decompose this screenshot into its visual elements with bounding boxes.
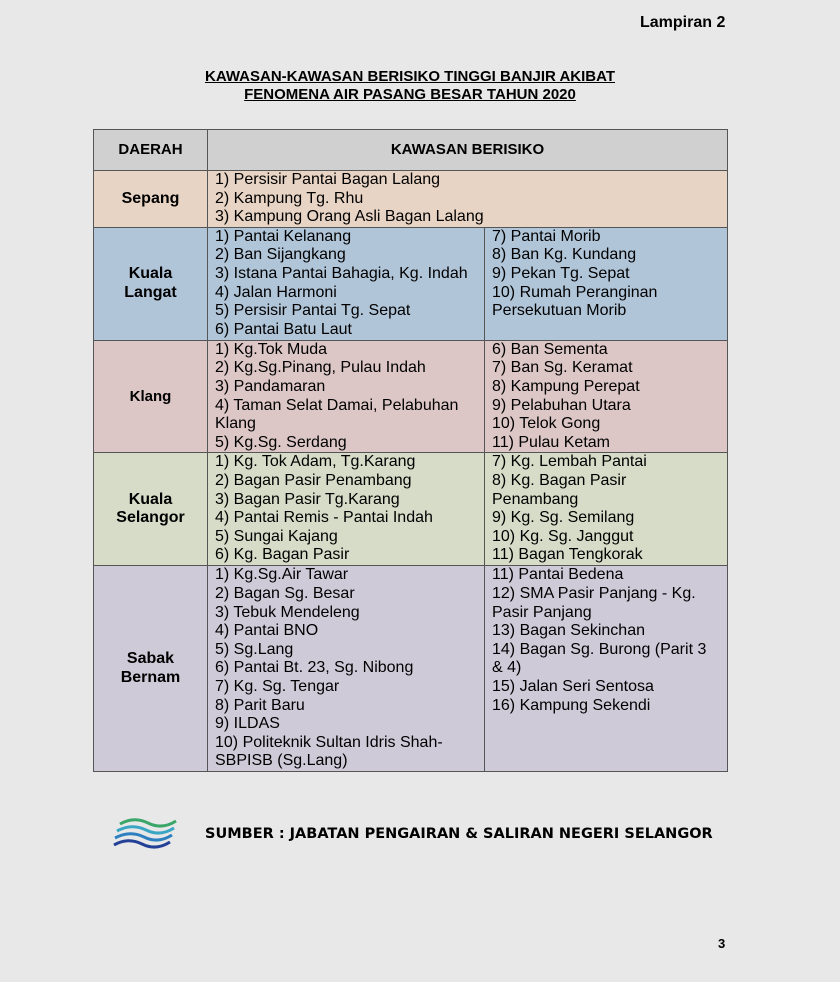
list-item: 11) Pantai Bedena: [492, 566, 624, 584]
daerah-name: Sabak: [126, 650, 175, 668]
daerah-cell: [94, 566, 208, 772]
list-item: 4) Pantai Remis - Pantai Indah: [215, 509, 433, 527]
table-row: [94, 566, 728, 772]
list-item: 3) Kampung Orang Asli Bagan Lalang: [215, 208, 484, 226]
list-item: 8) Parit Baru: [215, 696, 305, 714]
page-number: 3: [718, 936, 726, 951]
list-item: 4) Pantai BNO: [215, 622, 319, 640]
daerah-name: Sepang: [121, 189, 180, 207]
list-item: 9) Pelabuhan Utara: [492, 396, 631, 414]
list-item: 1) Kg.Tok Muda: [215, 340, 328, 358]
list-item: 8) Kampung Perepat: [492, 377, 640, 395]
list-item: 6) Pantai Batu Laut: [215, 320, 352, 338]
kawasan-cell-left: [208, 340, 485, 453]
header-kawasan: KAWASAN BERISIKO: [208, 130, 728, 171]
list-item: Klang: [215, 415, 256, 433]
list-item: 13) Bagan Sekinchan: [492, 622, 645, 640]
kawasan-cell-right: [485, 227, 728, 340]
list-item: 4) Taman Selat Damai, Pelabuhan: [215, 396, 459, 414]
daerah-cell: [94, 340, 208, 453]
table-row: [94, 227, 728, 340]
list-item: 9) ILDAS: [215, 715, 280, 733]
list-item: 16) Kampung Sekendi: [492, 696, 651, 714]
daerah-name: Kuala: [128, 265, 173, 283]
list-item: 7) Pantai Morib: [492, 227, 601, 245]
document-title: [0, 68, 820, 104]
list-item: 1) Kg. Tok Adam, Tg.Karang: [215, 453, 416, 471]
table-row: [94, 453, 728, 566]
list-item: 4) Jalan Harmoni: [215, 283, 337, 301]
list-item: 10) Rumah Peranginan: [492, 283, 658, 301]
list-item: 11) Bagan Tengkorak: [492, 546, 643, 564]
list-item: 6) Kg. Bagan Pasir: [215, 546, 350, 564]
source-credit: SUMBER : JABATAN PENGAIRAN & SALIRAN NEGERI SELANGOR: [205, 826, 713, 842]
daerah-cell: [94, 227, 208, 340]
list-item: 5) Kg.Sg. Serdang: [215, 433, 347, 451]
table-row: [94, 340, 728, 453]
daerah-name: Selangor: [116, 509, 185, 527]
daerah-name: Bernam: [120, 668, 181, 686]
list-item: 1) Pantai Kelanang: [215, 227, 352, 245]
kawasan-cell-left: [208, 566, 485, 772]
list-item: 15) Jalan Seri Sentosa: [492, 677, 654, 695]
kawasan-cell-left: [208, 227, 485, 340]
list-item: 6) Ban Sementa: [492, 340, 608, 358]
title-line-2: FENOMENA AIR PASANG BESAR TAHUN 2020: [244, 86, 576, 103]
list-item: 2) Bagan Sg. Besar: [215, 584, 355, 602]
list-item: & 4): [492, 659, 522, 677]
list-item: 12) SMA Pasir Panjang - Kg.: [492, 584, 696, 602]
list-item: 8) Kg. Bagan Pasir: [492, 471, 627, 489]
list-item: 9) Kg. Sg. Semilang: [492, 509, 635, 527]
list-item: 2) Kampung Tg. Rhu: [215, 189, 364, 207]
list-item: 2) Ban Sijangkang: [215, 246, 346, 264]
daerah-cell: [94, 171, 208, 228]
list-item: 5) Sungai Kajang: [215, 527, 338, 545]
list-item: 7) Kg. Sg. Tengar: [215, 677, 340, 695]
list-item: 2) Kg.Sg.Pinang, Pulau Indah: [215, 359, 426, 377]
daerah-name: Kuala: [128, 490, 173, 508]
list-item: 10) Kg. Sg. Janggut: [492, 527, 634, 545]
list-item: 3) Bagan Pasir Tg.Karang: [215, 490, 400, 508]
list-item: 3) Istana Pantai Bahagia, Kg. Indah: [215, 264, 468, 282]
kawasan-cell-left: [208, 453, 485, 566]
daerah-name: Klang: [129, 388, 172, 406]
list-item: 5) Persisir Pantai Tg. Sepat: [215, 302, 411, 320]
list-item: 6) Pantai Bt. 23, Sg. Nibong: [215, 659, 414, 677]
daerah-name: Langat: [124, 283, 177, 301]
waves-logo-icon: [112, 814, 180, 854]
kawasan-cell-right: [485, 453, 728, 566]
kawasan-cell: [208, 171, 728, 228]
list-item: 1) Persisir Pantai Bagan Lalang: [215, 171, 441, 188]
flood-risk-table: [93, 129, 728, 772]
list-item: SBPISB (Sg.Lang): [215, 752, 348, 770]
list-item: Persekutuan Morib: [492, 302, 627, 320]
list-item: 3) Tebuk Mendeleng: [215, 603, 360, 621]
kawasan-cell-right: [485, 340, 728, 453]
kawasan-cell-right: [485, 566, 728, 772]
table-row: [94, 171, 728, 228]
title-line-1: KAWASAN-KAWASAN BERISIKO TINGGI BANJIR AKIBAT: [204, 68, 615, 85]
table-header-row: [94, 130, 728, 171]
list-item: 14) Bagan Sg. Burong (Parit 3: [492, 640, 707, 658]
list-item: 8) Ban Kg. Kundang: [492, 246, 637, 264]
list-item: Pasir Panjang: [492, 603, 592, 621]
list-item: 7) Kg. Lembah Pantai: [492, 453, 647, 471]
list-item: 2) Bagan Pasir Penambang: [215, 471, 412, 489]
list-item: 7) Ban Sg. Keramat: [492, 359, 633, 377]
daerah-cell: [94, 453, 208, 566]
header-daerah: DAERAH: [94, 130, 208, 171]
list-item: 5) Sg.Lang: [215, 640, 294, 658]
list-item: 3) Pandamaran: [215, 377, 326, 395]
list-item: 9) Pekan Tg. Sepat: [492, 264, 630, 282]
list-item: 1) Kg.Sg.Air Tawar: [215, 566, 349, 584]
lampiran-label: Lampiran 2: [640, 14, 726, 31]
list-item: Penambang: [492, 490, 579, 508]
list-item: 11) Pulau Ketam: [492, 433, 610, 451]
list-item: 10) Telok Gong: [492, 415, 601, 433]
list-item: 10) Politeknik Sultan Idris Shah-: [215, 733, 443, 751]
